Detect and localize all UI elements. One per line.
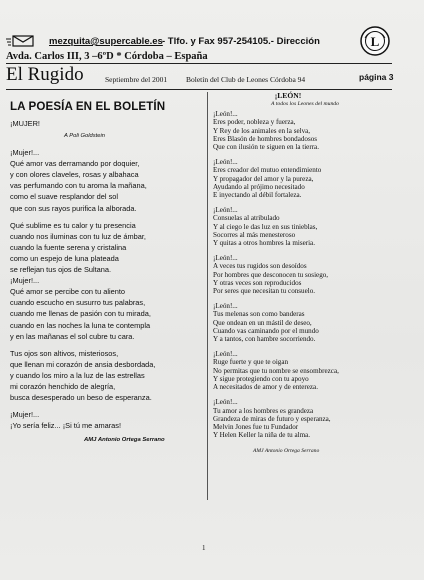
poem-line: y con olores claveles, rosas y albahaca bbox=[10, 170, 139, 180]
poem-line: Qué amor se percibe con tu aliento bbox=[10, 287, 126, 297]
poem-line: Grandeza de miras de futuro y esperanza, bbox=[213, 414, 331, 423]
left-article bbox=[10, 96, 202, 446]
poem-line: mi corazón henchido de alegría, bbox=[10, 381, 116, 391]
poem-line: como el suave resplandor del sol bbox=[10, 192, 119, 202]
poem-line: A necesitados de amor y de entereza. bbox=[213, 383, 318, 392]
poem-line: Cuando vas caminando por el mundo bbox=[213, 326, 319, 335]
poem-author: AMJ Antonio Ortega Serrano bbox=[84, 437, 165, 444]
poem-line: Y Helen Keller la niña de tu alma. bbox=[213, 431, 311, 440]
poem-line: Ruge fuerte y que te oigan bbox=[213, 358, 289, 367]
poem-author: AMJ Antonio Ortega Serrano bbox=[253, 448, 320, 455]
poem-line: Socorres al más menesteroso bbox=[213, 230, 296, 239]
poem-line: ¡León!... bbox=[213, 158, 238, 167]
poem-line: busca desesperado un beso de esperanza. bbox=[10, 393, 152, 403]
poem-line: Y otras veces son reproducidos bbox=[213, 278, 302, 287]
poem-stanza bbox=[10, 220, 202, 342]
page-number: 1 bbox=[202, 544, 206, 552]
poem-line: ¡León!... bbox=[213, 110, 238, 119]
poem-line: que con sus rayos purifica la alborada. bbox=[10, 203, 137, 213]
poem-line: ¡León!... bbox=[213, 398, 238, 407]
poem-line: Tus ojos son altivos, misteriosos, bbox=[10, 348, 119, 358]
poem-line: ¡Mujer!... bbox=[10, 410, 40, 420]
poem-line: Eres creador del mutuo entendimiento bbox=[213, 166, 322, 175]
poem-dedication: A todos los Leones del mundo bbox=[271, 101, 339, 108]
poem-line: Melvin Jones fue tu Fundador bbox=[213, 422, 299, 431]
poem-line: Que con ilusión te siguen en la tierra. bbox=[213, 143, 319, 152]
poem-line: Que ondean en un mástil de deseo, bbox=[213, 318, 312, 327]
poem-stanza bbox=[213, 206, 413, 247]
poem-dedication: A Poli Goldstein bbox=[64, 133, 106, 140]
poem-title: ¡LEÓN! bbox=[274, 91, 302, 100]
poem-line: Tus melenas son como banderas bbox=[213, 310, 305, 319]
poem-stanza bbox=[213, 302, 413, 343]
poem-line: cuando en las noches la luna te contempla bbox=[10, 320, 151, 330]
poem-stanza bbox=[213, 350, 413, 391]
column-divider bbox=[207, 92, 208, 500]
poem-line: ¡León!... bbox=[213, 350, 238, 359]
poem-line: cuando escucho en susurro tus palabras, bbox=[10, 298, 146, 308]
lions-club-logo bbox=[360, 26, 390, 56]
poem-line: Y Rey de los animales en la selva, bbox=[213, 126, 311, 135]
poem-line: Y al ciego le das luz en sus tinieblas, bbox=[213, 222, 318, 231]
right-article bbox=[213, 92, 413, 456]
page-label: página 3 bbox=[359, 72, 394, 82]
poem-line: Qué amor vas derramando por doquier, bbox=[10, 159, 140, 169]
poem-line: ¡León!... bbox=[213, 302, 238, 311]
article-title: LA POESÍA EN EL BOLETÍN bbox=[10, 100, 166, 113]
poem-line: Tu amor a los hombres es grandeza bbox=[213, 406, 314, 415]
poem-line: como un espejo de luna plateada bbox=[10, 253, 119, 263]
contact-line bbox=[6, 36, 356, 50]
poem-line: No permitas que tu nombre se ensombrezca, bbox=[213, 366, 339, 375]
poem-line: Por seres que necesitan tu consuelo. bbox=[213, 287, 316, 296]
poem-line: Eres Blasón de hombres bondadosos bbox=[213, 134, 318, 143]
poem-line: y cuando los miro a la luz de las estrellas bbox=[10, 370, 145, 380]
poem-stanza bbox=[213, 158, 413, 199]
poem-line: cuando me llenas de pasión con tu mirada, bbox=[10, 309, 151, 319]
poem-line: ¡Mujer!... bbox=[10, 148, 40, 158]
poem-line: Ayudando al prójimo necesitado bbox=[213, 182, 305, 191]
poem-line: A veces tus rugidos son desoídos bbox=[213, 262, 307, 271]
poem-line: ¡León!... bbox=[213, 254, 238, 263]
poem-line: ¡León!... bbox=[213, 206, 238, 215]
header-rule-bottom bbox=[6, 89, 392, 90]
poem-title: ¡MUJER! bbox=[10, 119, 40, 128]
poem-line: vas perfumando con tu aroma la mañana, bbox=[10, 181, 147, 191]
bulletin-name: Boletín del Club de Leones Córdoba 94 bbox=[186, 75, 306, 84]
envelope-icon bbox=[6, 34, 36, 48]
poem-line: cuando la fuente serena y cristalina bbox=[10, 242, 127, 252]
svg-text:L: L bbox=[370, 34, 380, 49]
poem-line: ¡Yo sería feliz... ¡Si tú me amaras! bbox=[10, 421, 122, 431]
address-text: Avda. Carlos III, 3 –6ºD * Córdoba – España bbox=[6, 51, 208, 62]
poem-line: Eres poder, nobleza y fuerza, bbox=[213, 118, 296, 127]
poem-line: E inyectando al débil fortaleza. bbox=[213, 191, 302, 200]
masthead bbox=[6, 66, 396, 88]
poem-line: Y quitas a otros hombres la miseria. bbox=[213, 239, 315, 248]
poem-stanza bbox=[10, 147, 202, 214]
poem-line: cuando nos iluminas con tu luz de ámbar, bbox=[10, 231, 146, 241]
masthead-title: El Rugido bbox=[6, 64, 84, 85]
poem-line: ¡Mujer!... bbox=[10, 276, 40, 286]
poem-line: se reflejan tus ojos de Sultana. bbox=[10, 265, 112, 275]
poem-stanza bbox=[10, 348, 202, 403]
poem-line: Y a tantos, con hambre socorriendo. bbox=[213, 335, 316, 344]
poem-stanza bbox=[213, 110, 413, 151]
poem-line: Consuelas al atribulado bbox=[213, 214, 280, 223]
email-link[interactable]: mezquita@supercable.es bbox=[49, 36, 163, 47]
poem-line: Por hombres que desconocen tu sosiego, bbox=[213, 270, 329, 279]
poem-line: Qué sublime es tu calor y tu presencia bbox=[10, 220, 136, 230]
issue-date: Septiembre del 2001 bbox=[105, 75, 168, 84]
poem-stanza bbox=[213, 254, 413, 295]
poem-line: Y sigue protegiendo con tu apoyo bbox=[213, 374, 309, 383]
poem-stanza bbox=[213, 398, 413, 439]
poem-line: Y propagador del amor y la pureza, bbox=[213, 174, 314, 183]
poem-stanza bbox=[10, 409, 202, 431]
poem-line: que llenan mi corazón de ansia desbordada, bbox=[10, 359, 156, 369]
poem-line: y en las mañanas el sol cubre tu cara. bbox=[10, 331, 135, 341]
phone-fax-text: - Tlfo. y Fax 957-254105.- Dirección bbox=[162, 36, 320, 47]
